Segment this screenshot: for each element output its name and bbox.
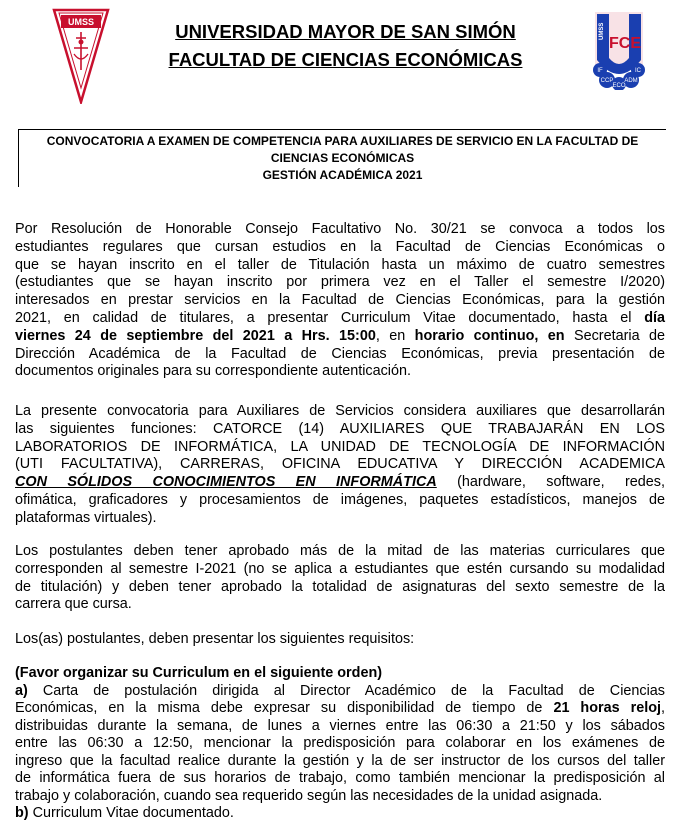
announcement-title-box xyxy=(18,129,666,187)
text-line: LABORATORIOS DE INFORMÁTICA, LA UNIDAD DE TECNOLOGÍA DE INFORMACIÓN xyxy=(15,438,665,455)
requirements-list xyxy=(15,665,665,823)
text-bold: día xyxy=(644,309,665,326)
text-line: corresponden al semestre I-2021 (no se aplica a estudiantes que estén cursando su modalidad xyxy=(15,560,665,577)
umss-logo-text: UMSS xyxy=(67,17,95,27)
text-span: 2021, en calidad de titulares, a presentar Curriculum Vitae documentado, hasta el xyxy=(15,309,645,326)
text-line: que se hayan inscrito en el taller de Titulación hasta un máximo de cuatro semestres xyxy=(15,256,665,273)
requirement-label: a) xyxy=(15,682,28,699)
text-span: , en xyxy=(375,327,415,344)
text-line: carrera que cursa. xyxy=(15,596,132,613)
text-line: Los(as) postulantes, deben presentar los siguientes requisitos: xyxy=(15,631,415,647)
text-line: trabajo y colaboración, cuando sea requerido según las necesidades de la unidad asignada. xyxy=(15,787,603,804)
fce-logo-label-if: IF xyxy=(597,68,603,74)
requirements-heading xyxy=(15,665,665,683)
text-line: de informática fuera de sus horarios de trabajo, como también mencionar la predisposición al xyxy=(15,770,665,786)
text-line: distribuidas durante la semana, de lunes a viernes entre las 06:30 a 21:50 y los sábados xyxy=(15,717,665,734)
text-line: La presente convocatoria para Auxiliares de Servicios considera auxiliares que desarrollarán xyxy=(15,403,665,419)
university-name: UNIVERSIDAD MAYOR DE SAN SIMÓN xyxy=(175,21,516,42)
requirement-a xyxy=(15,683,665,701)
text-bold: horario continuo, en xyxy=(414,327,565,344)
announcement-title-line3: GESTIÓN ACADÉMICA 2021 xyxy=(262,168,423,182)
text-line: ofimática, graficadores y procesamientos de imágenes, paquetes estadísticos, manejos de xyxy=(15,491,665,508)
text-span: Curriculum Vitae documentado. xyxy=(28,805,234,821)
text-line xyxy=(15,328,665,346)
fce-logo-label-ccp: CCP xyxy=(600,78,614,84)
text-line: (UTI FACULTATIVA), CARRERAS, OFICINA EDUCATIVA Y DIRECCIÓN ACADEMICA xyxy=(15,456,665,473)
text-bold: 21 horas reloj xyxy=(553,700,661,716)
text-line: plataformas virtuales). xyxy=(15,509,157,526)
text-span: Carta de postulación dirigida al Director Académico de la Facultad de Ciencias xyxy=(27,682,665,699)
text-line xyxy=(15,310,665,328)
text-line: ingreso que la facultad realice durante la gestión y la de ser instructor de los cursos del taller xyxy=(15,752,665,769)
text-line: entre las 06:30 a 12:50, mencionar la predisposición para colaborar en los exámenes de xyxy=(15,735,665,751)
text-line: estudiantes regulares que cursan estudios en la Facultad de Ciencias Económicas o xyxy=(15,238,665,255)
text-line: las siguientes funciones: CATORCE (14) AUXILIARES QUE TRABAJARÁN EN LOS xyxy=(15,420,665,437)
text-line: interesados en prestar servicios en la Facultad de Ciencias Económicas, para la gestión xyxy=(15,292,665,309)
text-line: Los postulantes deben tener aprobado más de la mitad de las materias curriculares que xyxy=(15,543,665,559)
text-line: (estudiantes que se hayan inscrito por primera vez en el Taller el semestre I/2020) xyxy=(15,274,665,291)
fce-logo-label-ic: IC xyxy=(635,68,641,74)
paragraph-functions xyxy=(15,403,665,528)
text-line: Por Resolución de Honorable Consejo Facultativo No. 30/21 se convoca a todos los xyxy=(15,221,665,237)
text-span: , xyxy=(661,700,665,716)
requirement-label: b) xyxy=(15,805,29,821)
text-span: Económicas, en la misma debe expresar su disponibilidad de tiempo de xyxy=(15,700,554,716)
text-line xyxy=(15,700,665,718)
text-span: (hardware, software, redes, xyxy=(436,474,665,491)
announcement-title-line2: CIENCIAS ECONÓMICAS xyxy=(270,151,415,165)
fce-logo xyxy=(587,10,651,90)
text-line: de titulación) y deben tener aprobado la totalidad de asignaturas del sexto semestre de la xyxy=(15,578,665,595)
fce-logo-label-adm: ADM xyxy=(624,78,638,84)
fce-logo-text: FCE xyxy=(609,35,641,52)
umss-logo xyxy=(52,8,110,104)
paragraph-requirements-intro xyxy=(15,631,665,649)
text-line xyxy=(15,474,665,492)
requirement-b xyxy=(15,805,665,823)
institution-heading xyxy=(118,18,573,74)
paragraph-resolution xyxy=(15,221,665,381)
announcement-title-line1: CONVOCATORIA A EXAMEN DE COMPETENCIA PARA AUXILIARES DE SERVICIO EN LA FACULTAD DE xyxy=(46,134,639,148)
faculty-name: FACULTAD DE CIENCIAS ECONÓMICAS xyxy=(168,49,523,70)
fce-logo-label-eco: ECO xyxy=(612,83,626,89)
deadline-date: viernes 24 de septiembre del 2021 a Hrs. 15:00 xyxy=(15,327,376,344)
informatics-emphasis: CON SÓLIDOS CONOCIMIENTOS EN INFORMÁTICA xyxy=(15,474,437,491)
text-line: Dirección Académica de la Facultad de Ciencias Económicas, previa presentación de xyxy=(15,345,665,362)
text-span: Secretaria de xyxy=(564,327,666,344)
fce-logo-label-umss: UMSS xyxy=(599,22,605,40)
text-bold: (Favor organizar su Curriculum en el siguiente orden) xyxy=(15,665,383,681)
text-line: documentos originales para su correspondiente autenticación. xyxy=(15,363,411,380)
paragraph-eligibility xyxy=(15,543,665,614)
